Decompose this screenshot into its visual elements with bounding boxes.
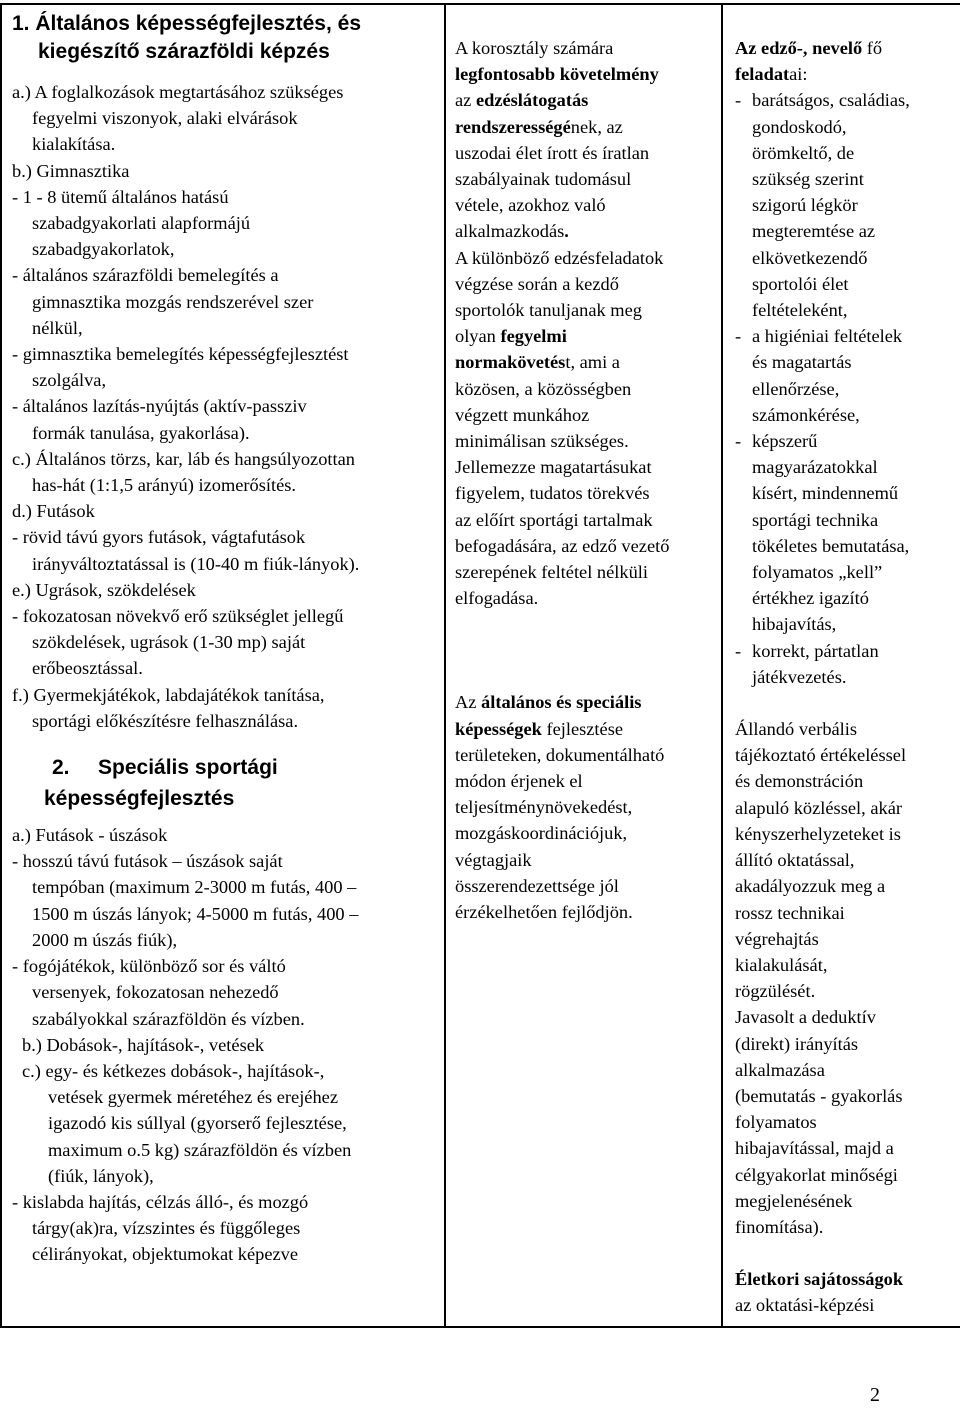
text-run: Az xyxy=(455,692,482,713)
text-line: kísért, mindennemű xyxy=(752,483,899,504)
text-run: befogadására, az edző vezető xyxy=(455,535,670,556)
text-line xyxy=(455,428,717,454)
spacer xyxy=(455,611,717,689)
spacer xyxy=(12,66,440,79)
text-line: gimnasztika mozgás rendszerével szer xyxy=(32,291,314,312)
text-line: hibajavítással, majd a xyxy=(735,1138,894,1159)
text-line: maximum o.5 kg) szárazföldön és vízben xyxy=(48,1139,352,1160)
text-line: tájékoztató értékeléssel xyxy=(735,745,907,766)
text-line: versenyek, fokozatosan nehezedő xyxy=(32,982,279,1003)
text-run: végzése során a kezdő xyxy=(455,273,619,294)
text-line: sportági előkészítésre felhasználása. xyxy=(32,710,299,731)
text-line: 1500 m úszás lányok; 4-5000 m futás, 400 – xyxy=(32,903,359,924)
heading-text: Speciális sportági xyxy=(98,756,278,780)
text-line: - kislabda hajítás, célzás álló-, és mozgó xyxy=(12,1191,309,1212)
text-line: - általános szárazföldi bemelegítés a xyxy=(12,265,279,286)
text-line xyxy=(455,533,717,559)
text-line: szabadgyakorlati alapformájú xyxy=(32,213,251,234)
text-line: alapuló közléssel, akár xyxy=(735,797,902,818)
list-item xyxy=(735,638,960,690)
text-run: az xyxy=(455,90,476,111)
bold-run: legfontosabb követelmény xyxy=(455,64,659,85)
text-line xyxy=(455,899,717,925)
text-run: fő xyxy=(862,38,883,58)
list-item xyxy=(735,323,960,428)
bold-run: képességek xyxy=(455,718,542,739)
text-line xyxy=(455,402,717,428)
list-text xyxy=(752,428,960,638)
text-line xyxy=(455,376,717,402)
text-line: c.) Általános törzs, kar, láb és hangsúlyozottan xyxy=(12,448,355,469)
text-line xyxy=(455,768,717,794)
text-line xyxy=(455,716,717,742)
text-run: vétele, azokhoz való xyxy=(455,195,606,216)
text-line: és magatartás xyxy=(752,352,852,373)
text-line: alkalmazása xyxy=(735,1059,825,1080)
text-line: ellenőrzése, xyxy=(752,378,840,399)
section-heading-1 xyxy=(12,10,440,66)
item-a xyxy=(12,79,440,105)
text-line: igazodó kis súllyal (gyorserő fejlesztése, xyxy=(48,1113,347,1134)
text-line: finomítása). xyxy=(735,1216,824,1237)
text-line: szigorú légkör xyxy=(752,195,858,216)
item-label: a.) xyxy=(12,82,31,102)
text-line: - 1 - 8 ütemű általános hatású xyxy=(12,186,229,207)
text-line xyxy=(455,585,717,611)
list-dash: - xyxy=(735,431,742,452)
text-line: elkövetkezendő xyxy=(752,247,868,268)
text-line: d.) Futások xyxy=(12,501,95,522)
text-line: állító oktatással, xyxy=(735,850,855,871)
text-line xyxy=(455,480,717,506)
text-line: értékhez igazító xyxy=(752,588,869,609)
text-line: (bemutatás - gyakorlás xyxy=(735,1085,903,1106)
bold-run: normakövetés xyxy=(455,352,566,373)
text-line xyxy=(455,166,717,192)
text-line: gondoskodó, xyxy=(752,116,847,137)
text-line: - hosszú távú futások – úszások saját xyxy=(12,851,283,872)
list-text xyxy=(752,323,960,428)
bold-run: rendszerességé xyxy=(455,116,571,137)
text-line: erőbeosztással. xyxy=(32,658,143,679)
text-line: rögzülését. xyxy=(735,981,816,1002)
text-line: rossz technikai xyxy=(735,902,845,923)
text-line: megteremtése az xyxy=(752,221,876,242)
text-run: érzékelhetően fejlődjön. xyxy=(455,902,633,923)
list-text xyxy=(752,638,960,690)
text-line: örömkeltő, de xyxy=(752,142,855,163)
list-item xyxy=(735,428,960,638)
text-line: (fiúk, lányok), xyxy=(48,1165,154,1186)
text-line xyxy=(455,61,717,87)
text-line xyxy=(455,87,717,113)
text-line: Állandó verbális xyxy=(735,719,858,740)
text-line: c.) egy- és kétkezes dobások-, hajítások-, xyxy=(22,1060,325,1081)
text-line: magyarázatokkal xyxy=(752,457,878,478)
text-line: - rövid távú gyors futások, vágtafutások xyxy=(12,527,306,548)
text-line: has-hát (1:1,5 arányú) izomerősítés. xyxy=(32,475,297,496)
text-run: A korosztály számára xyxy=(455,38,614,58)
text-line xyxy=(455,454,717,480)
text-line: b.) Dobások-, hajítások-, vetések xyxy=(22,1034,265,1055)
heading-line xyxy=(44,752,440,783)
bold-run: általános és speciális xyxy=(481,692,642,713)
text-line xyxy=(455,820,717,846)
text-run: végzett munkához xyxy=(455,404,590,425)
text-line: (direkt) irányítás xyxy=(735,1033,859,1054)
text-line: játékvezetés. xyxy=(752,666,847,687)
page-number: 2 xyxy=(870,1384,880,1406)
text-line: f.) Gyermekjátékok, labdajátékok tanítása, xyxy=(12,684,325,705)
text-line: kialakítása. xyxy=(32,134,116,155)
text-run: területeken, dokumentálható xyxy=(455,744,665,765)
text-line xyxy=(455,742,717,768)
text-line xyxy=(455,140,717,166)
text-line: a higiéniai feltételek xyxy=(752,326,903,347)
text-run: mozgáskoordinációjuk, xyxy=(455,823,628,844)
text-line: nélkül, xyxy=(32,317,83,338)
text-line: tempóban (maximum 2-3000 m futás, 400 – xyxy=(32,877,357,898)
text-run: A különböző edzésfeladatok xyxy=(455,247,664,268)
text-line: szükség szerint xyxy=(752,169,864,190)
text-line xyxy=(455,873,717,899)
text-line xyxy=(455,192,717,218)
text-run: t, ami a xyxy=(565,352,620,373)
text-line: irányváltoztatással is (10-40 m fiúk-lányok). xyxy=(32,553,360,574)
text-line: megjelenésének xyxy=(735,1190,853,1211)
text-line xyxy=(455,218,717,244)
spacer xyxy=(735,690,960,716)
text-run: közösen, a közösségben xyxy=(455,378,632,399)
bold-run: feladat xyxy=(735,64,790,85)
text-line: - fokozatosan növekvő erő szükséglet jellegű xyxy=(12,606,344,627)
text-line: szökdelések, ugrások (1-30 mp) saját xyxy=(32,632,306,653)
text-run: olyan xyxy=(455,326,501,347)
text-run: szerepének feltétel nélküli xyxy=(455,562,649,583)
text-line: az oktatási-képzési xyxy=(735,1295,875,1316)
text-line: e.) Ugrások, szökdelések xyxy=(12,579,196,600)
text-line: kialakulását, xyxy=(735,954,828,975)
heading-line: képességfejlesztés xyxy=(44,787,235,811)
text-line: Javasolt a deduktív xyxy=(735,1007,876,1028)
text-line xyxy=(735,61,960,87)
text-run: uszodai élet írott és íratlan xyxy=(455,142,650,163)
text-line: - gimnasztika bemelegítés képességfejlesztést xyxy=(12,344,349,365)
text-line: formák tanulása, gyakorlása). xyxy=(32,422,250,443)
text-line xyxy=(455,349,717,375)
text-line: akadályozzuk meg a xyxy=(735,876,886,897)
text-line: szabadgyakorlatok, xyxy=(32,239,175,260)
text-line xyxy=(455,323,717,349)
section-heading-2 xyxy=(44,752,440,814)
text-run: szabályainak tudomásul xyxy=(455,169,632,190)
text-line: hibajavítás, xyxy=(752,614,837,635)
text-line: szolgálva, xyxy=(32,370,107,391)
text-line: és demonstráción xyxy=(735,771,864,792)
text-run: figyelem, tudatos törekvés xyxy=(455,483,650,504)
text-run: végtagjaik xyxy=(455,849,532,870)
text-line: számonkérése, xyxy=(752,404,860,425)
text-line: vetések gyermek méretéhez és erejéhez xyxy=(48,1087,338,1108)
list-dash: - xyxy=(735,90,742,111)
text-line: sportági technika xyxy=(752,509,879,530)
text-run: módon érjenek el xyxy=(455,771,583,792)
heading-line: kiegészítő szárazföldi képzés xyxy=(38,40,330,63)
text-line: feltételeként, xyxy=(752,300,848,321)
spacer xyxy=(735,1240,960,1266)
text-line: - fogójátékok, különböző sor és váltó xyxy=(12,956,286,977)
text-line: fegyelmi viszonyok, alaki elvárások xyxy=(32,108,298,129)
bold-run: edzéslátogatás xyxy=(475,90,589,111)
text-line xyxy=(455,114,717,140)
text-run: Jellemezze magatartásukat xyxy=(455,457,652,478)
curriculum-table xyxy=(0,3,960,1328)
text-line xyxy=(455,35,717,61)
text-line xyxy=(455,507,717,533)
bold-run: . xyxy=(564,221,569,242)
text-run: elfogadása. xyxy=(455,588,539,609)
text-line: képszerű xyxy=(752,431,818,452)
text-run: összerendezettsége jól xyxy=(455,875,619,896)
column-requirements xyxy=(445,4,722,1327)
bold-run: fegyelmi xyxy=(500,326,567,347)
text-run: alkalmazkodás xyxy=(455,221,565,242)
list-item xyxy=(735,87,960,323)
text-run: teljesítménynövekedést, xyxy=(455,797,633,818)
column-training-content xyxy=(1,4,445,1327)
text-line: végrehajtás xyxy=(735,928,819,949)
text-line xyxy=(455,794,717,820)
heading-line: 1. Általános képességfejlesztés, és xyxy=(12,12,362,35)
text-line: szabályokkal szárazföldön és vízben. xyxy=(32,1008,305,1029)
text-line xyxy=(735,1266,960,1292)
list-dash: - xyxy=(735,640,742,661)
text-line: barátságos, családias, xyxy=(752,90,910,111)
text-line: tökéletes bemutatása, xyxy=(752,535,910,556)
column-coach-tasks xyxy=(722,4,960,1327)
text-line: folyamatos xyxy=(735,1112,817,1133)
text-line: célgyakorlat minőségi xyxy=(735,1164,898,1185)
bold-run: Életkori sajátosságok xyxy=(735,1269,904,1290)
text-run: az előírt sportági tartalmak xyxy=(455,509,653,530)
list-text xyxy=(752,87,960,323)
text-line: korrekt, pártatlan xyxy=(752,640,879,661)
text-line xyxy=(455,559,717,585)
text-line: tárgy(ak)ra, vízszintes és függőleges xyxy=(32,1218,301,1239)
text-line: - általános lazítás-nyújtás (aktív-passziv xyxy=(12,396,307,417)
text-line xyxy=(455,689,717,715)
text-line: folyamatos „kell” xyxy=(752,562,883,583)
text-line: sportolói élet xyxy=(752,273,849,294)
text-line xyxy=(455,847,717,873)
text-run: sportolók tanuljanak meg xyxy=(455,300,642,321)
text-line xyxy=(455,297,717,323)
text-line xyxy=(455,245,717,271)
text-run: minimálisan szükséges. xyxy=(455,431,629,452)
text-line: 2000 m úszás fiúk), xyxy=(32,929,178,950)
text-line xyxy=(735,35,960,61)
bold-run: Az edző-, nevelő xyxy=(735,38,863,58)
text-line xyxy=(455,271,717,297)
text-run: nek, az xyxy=(570,116,623,137)
heading-number: 2. xyxy=(52,756,70,780)
text-line: a.) Futások - úszások xyxy=(12,825,168,846)
text-line: b.) Gimnasztika xyxy=(12,160,130,181)
text-line: célirányokat, objektumokat képezve xyxy=(32,1244,299,1265)
text-run: fejlesztése xyxy=(541,718,624,739)
text-run: ai: xyxy=(789,64,808,85)
text-line: kényszerhelyzeteket is xyxy=(735,823,901,844)
list-dash: - xyxy=(735,326,742,347)
text-line: A foglalkozások megtartásához szükséges xyxy=(34,82,344,102)
